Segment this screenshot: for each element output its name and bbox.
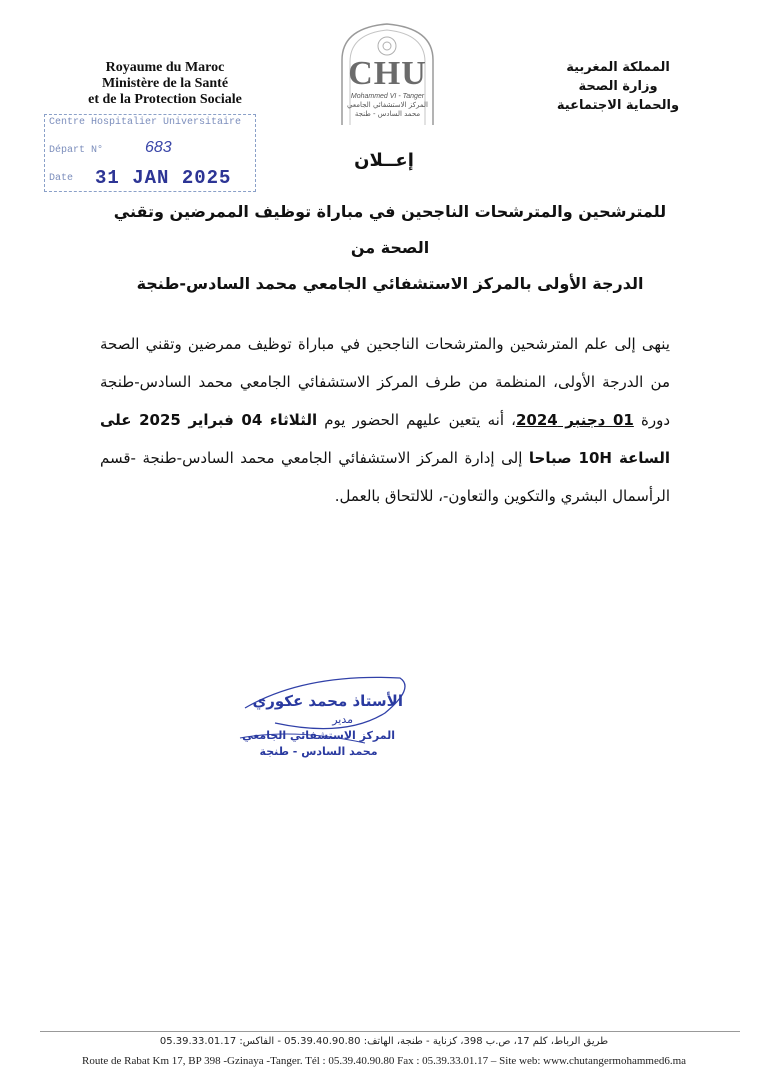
body-part-3: إلى إدارة المركز الاستشفائي الجامعي محمد السادس-طنجة -قسم الرأسمال البشري والتكوين والتعاون-، للالتحاق بالعمل.: [100, 449, 670, 505]
header-fr-line-3: et de la Protection Sociale: [88, 92, 242, 107]
director-signature: [215, 668, 415, 778]
logo-arabic-1: المركز الاستشفائي الجامعي: [347, 101, 428, 109]
announcement-title: إعــلان: [354, 150, 414, 171]
subtitle-line-1: للمترشحين والمترشحات الناجحين في مباراة توظيف الممرضين وتقني الصحة من: [113, 202, 667, 257]
body-part-2: ، أنه يتعين عليهم الحضور يوم: [324, 411, 516, 429]
logo-subtitle: Mohammed VI - Tanger: [350, 93, 425, 100]
header-ar-line-2: وزارة الصحة: [578, 79, 658, 94]
stamp-date: 31 JAN 2025: [95, 167, 232, 189]
footer-address-fr: Route de Rabat Km 17, BP 398 -Gzinaya -Tanger. Tél : 05.39.40.90.80 Fax : 05.39.33.01.17 – Site web: www.chutangermohammed6.ma: [81, 1055, 687, 1067]
ministry-header-ar: [528, 58, 708, 115]
header-fr-line-2: Ministère de la Santé: [101, 76, 229, 91]
stamp-line-1: Centre Hospitalier Universitaire: [49, 117, 242, 128]
announcement-subtitle: [90, 194, 690, 302]
header-ar-line-1: المملكة المغربية: [566, 60, 670, 75]
header-fr-line-1: Royaume du Maroc: [105, 60, 225, 75]
chu-logo-text: [330, 56, 445, 119]
logo-title: CHU: [348, 55, 427, 92]
announcement-body: [100, 325, 670, 515]
subtitle-line-2: الدرجة الأولى بالمركز الاستشفائي الجامعي محمد السادس-طنجة: [136, 274, 644, 293]
stamp-line-3: Date: [49, 173, 74, 184]
signature-name: الأستاذ محمد عكوري: [252, 692, 403, 710]
logo-arabic-2: محمد السادس - طنجة: [354, 110, 421, 118]
body-appointment: الثلاثاء 04 فبراير 2025 على الساعة 10H صباحا: [100, 411, 670, 467]
footer-divider: [40, 1031, 740, 1032]
signature-scribble-icon: [215, 668, 415, 778]
stamp-number: 683: [145, 139, 172, 156]
signature-inst-1: المركز الاستشفائي الجامعي: [242, 729, 395, 742]
ministry-header-fr: [70, 60, 260, 108]
header-ar-line-3: والحماية الاجتماعية: [556, 98, 680, 113]
stamp-line-2: Départ N°: [49, 145, 104, 156]
body-part-1: ينهى إلى علم المترشحين والمترشحات الناجحين في مباراة توظيف ممرضين وتقني الصحة من الدرجة الأولى، المنظمة من طرف المركز الاستشفائي الجامعي محمد السادس-طنجة دورة: [100, 335, 671, 429]
footer-address-ar: طريق الرباط، كلم 17، ص.ب 398، كزناية - طنجة، الهاتف: 05.39.40.90.80 - الفاكس: 05.39.33.01.17: [159, 1036, 609, 1047]
signature-institution: [242, 728, 395, 760]
signature-inst-2: محمد السادس - طنجة: [259, 745, 378, 758]
signature-role: مدير: [332, 713, 353, 726]
body-session-date: 01 دجنبر 2024: [515, 411, 634, 429]
